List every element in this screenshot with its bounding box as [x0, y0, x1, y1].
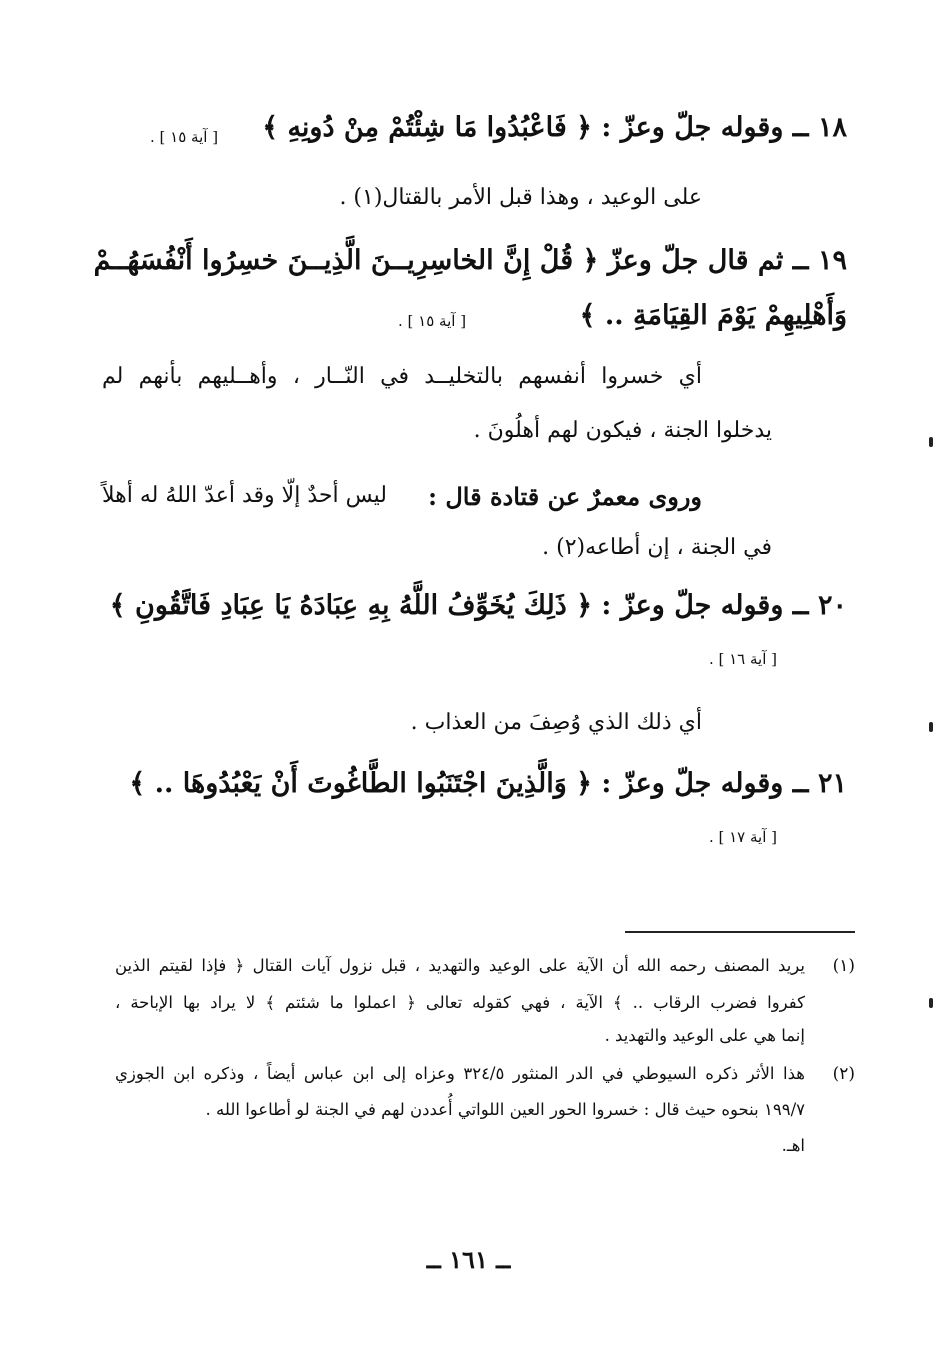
verse-18-text: ١٨ ــ وقوله جلّ وعزّ : ﴿ فَاعْبُدُوا مَا شِئْتُمْ مِنْ دُونِهِ ﴾ [262, 112, 847, 143]
footnote-2-line-3: اهـ. [781, 1136, 805, 1155]
footnote-1-line-3: إنما هي على الوعيد والتهديد . [604, 1026, 805, 1045]
verse-20-commentary: أي ذلك الذي وُصِفَ من العذاب . [410, 710, 702, 735]
verse-19-commentary-line-1: أي خسروا أنفسهم بالتخليــد في النّــار ، وأهــليهم بأنهم لم [102, 364, 702, 389]
verse-19-commentary-line-2: يدخلوا الجنة ، فيكون لهم أهلُونَ . [473, 418, 772, 443]
footnote-1-line-2: كفروا فضرب الرقاب .. ﴾ الآية ، فهي كقوله تعالى ﴿ اعملوا ما شئتم ﴾ لا يراد بها الإباحة ، [115, 993, 805, 1012]
footnote-1-number: (١) [832, 956, 855, 976]
verse-18-ref: [ آية ١٥ ] . [150, 128, 219, 146]
verse-19-line-1: ١٩ ــ ثم قال جلّ وعزّ ﴿ قُلْ إِنَّ الخاسِرِيــنَ الَّذِيــنَ خسِرُوا أَنْفُسَهُــمْ [93, 245, 847, 276]
page-number: ــ ١٦١ ــ [426, 1245, 511, 1274]
qatada-narrator: وروى معمرٌ عن قتادة قال : [428, 482, 702, 511]
verse-19-line-2: وَأَهْلِيهِمْ يَوْمَ القِيَامَةِ .. ﴾ [579, 300, 847, 331]
verse-20-ref: [ آية ١٦ ] . [708, 650, 777, 668]
footnote-2-number: (٢) [832, 1064, 855, 1084]
verse-20-line-1: ٢٠ ــ وقوله جلّ وعزّ : ﴿ ذَلِكَ يُخَوِّفُ اللَّهُ بِهِ عِبَادَهُ يَا عِبَادِ فَاتَّقُونِ ﴾ [109, 590, 847, 621]
footnote-2-line-2: ١٩٩/٧ بنحوه حيث قال : خسروا الحور العين اللواتي أُعددن لهم في الجنة لو أطاعوا الله . [205, 1100, 805, 1119]
verse-19-ref: [ آية ١٥ ] . [398, 312, 467, 330]
verse-21-line-1: ٢١ ــ وقوله جلّ وعزّ : ﴿ وَالَّذِينَ اجْتَنَبُوا الطَّاغُوتَ أَنْ يَعْبُدُوهَا .. ﴾ [129, 768, 847, 799]
footnote-separator [625, 931, 855, 933]
verse-18-commentary: على الوعيد ، وهذا قبل الأمر بالقتال(١) . [339, 185, 702, 210]
qatada-narration-line-1 [102, 483, 702, 512]
footnote-1-line-1: يريد المصنف رحمه الله أن الآية على الوعيد والتهديد ، قبل نزول آيات القتال ﴿ فإذا لقيتم الذين [115, 956, 805, 975]
margin-mark [929, 998, 933, 1008]
margin-mark [929, 722, 933, 732]
qatada-quote: ليس أحدٌ إلّا وقد أعدّ اللهُ له أهلاً [102, 483, 387, 508]
verse-21-ref: [ آية ١٧ ] . [708, 828, 777, 846]
footnote-2-line-1: هذا الأثر ذكره السيوطي في الدر المنثور ٣٢٤/٥ وعزاه إلى ابن عباس أيضاً ، وذكره ابن الجوزي [115, 1064, 805, 1083]
qatada-narration-line-2: في الجنة ، إن أطاعه(٢) . [542, 535, 772, 560]
margin-mark [929, 437, 933, 447]
